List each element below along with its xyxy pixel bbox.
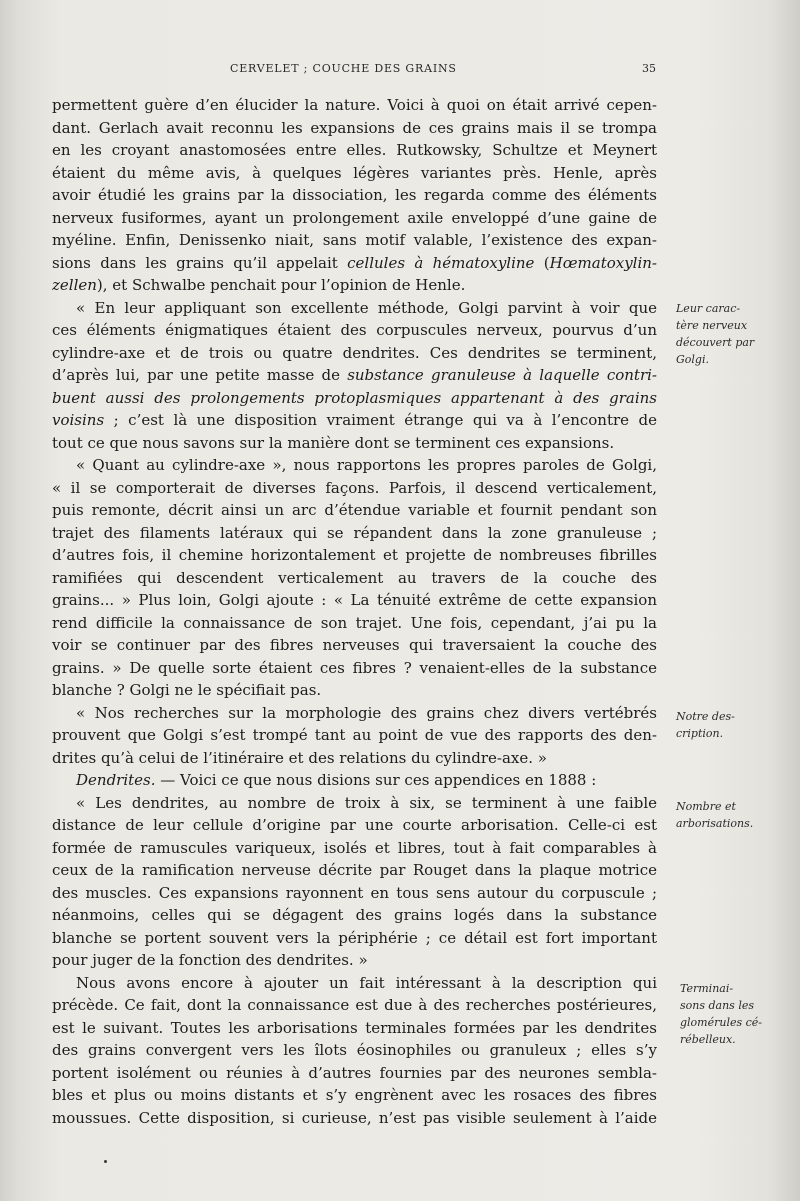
text-line [52, 589, 657, 612]
print-speck [104, 1160, 107, 1163]
text-line [52, 297, 657, 320]
margin-note-line: arborisations. [676, 817, 754, 830]
text-run: « il se comporterait de diverses façons. Parfois, il descend verticalement, [52, 478, 657, 497]
text-line [52, 94, 657, 117]
text-line [52, 319, 657, 342]
text-run: ceux de la ramification nerveuse décrite par Rouget dans la plaque motrice [52, 861, 657, 879]
text-run: précède. Ce fait, dont la connaissance est due à des recherches postérieures, [52, 996, 657, 1014]
text-line [52, 859, 657, 882]
text-line [52, 612, 657, 635]
italic-text: substance granuleuse à laquelle contri- [347, 366, 657, 384]
text-line [52, 769, 657, 792]
text-run: blanche se portent souvent vers la périphérie ; ce détail est fort important [52, 928, 657, 947]
margin-note-line: découvert par [676, 336, 755, 349]
text-run: blanche ? Golgi ne le spécifiait pas. [52, 681, 322, 699]
margin-note [676, 708, 786, 742]
text-line [52, 634, 657, 657]
text-line [52, 882, 657, 905]
text-run: cylindre-axe et de trois ou quatre dendrites. Ces dendrites se terminent, [52, 343, 657, 362]
text-line [52, 567, 657, 590]
text-run: en les croyant anastomosées entre elles. Rutkowsky, Schultze et Meynert [52, 141, 657, 159]
text-run: est le suivant. Toutes les arborisations terminales formées par les dendrites [52, 1018, 657, 1037]
text-run: dant. Gerlach avait reconnu les expansions de ces grains mais il se trompa [52, 118, 657, 137]
text-run: d’après lui, par une petite masse de [52, 366, 348, 384]
italic-text: zellen [52, 276, 97, 294]
text-run: néanmoins, celles qui se dégagent des grains logés dans la substance [52, 906, 657, 924]
text-line [52, 747, 657, 770]
text-line [52, 657, 657, 680]
text-line [52, 1107, 657, 1130]
text-run: voir se continuer par des fibres nerveuses qui traversaient la couche des [52, 636, 657, 654]
margin-note [680, 980, 790, 1048]
text-run: des grains convergent vers les îlots éosinophiles ou granuleux ; elles s’y [52, 1041, 657, 1059]
margin-note-line: tère nerveux [676, 319, 748, 332]
text-run: portent isolément ou réunies à d’autres fournies par des neurones sembla- [52, 1063, 657, 1082]
text-line [52, 927, 657, 950]
text-line [52, 792, 657, 815]
text-run: moussues. Cette disposition, si curieuse, n’est pas visible seulement à l’aide [52, 1108, 657, 1127]
text-line [52, 477, 657, 500]
text-run: « Nos recherches sur la morphologie des grains chez divers vertébrés [76, 703, 657, 722]
text-line [52, 972, 657, 995]
italic-text: Dendrites. [76, 771, 156, 789]
margin-note-line: rébelleux. [680, 1033, 736, 1046]
body-text [52, 94, 657, 1129]
text-line [52, 522, 657, 545]
italic-text: voisins [52, 411, 105, 429]
text-line [52, 274, 657, 297]
text-run: grains... » Plus loin, Golgi ajoute : « La ténuité extrême de cette expansion [52, 591, 657, 609]
text-line [52, 1039, 657, 1062]
text-line [52, 252, 657, 275]
text-line [52, 679, 657, 702]
page-header [0, 62, 800, 78]
text-line [52, 499, 657, 522]
text-line [52, 544, 657, 567]
italic-text: Hœmatoxylin- [549, 253, 658, 272]
margin-note-line: Nombre et [676, 800, 736, 813]
text-run: ramifiées qui descendent verticalement au travers de la couche des [52, 568, 657, 587]
text-run: rend difficile la connaissance de son trajet. Une fois, cependant, j’ai pu la [52, 613, 657, 632]
text-run: « Quant au cylindre-axe », nous rapportons les propres paroles de Golgi, [76, 456, 657, 474]
text-run: permettent guère d’en élucider la nature. Voici à quoi on était arrivé cepen- [52, 96, 657, 114]
text-line [52, 139, 657, 162]
text-line [52, 207, 657, 230]
page-number: 35 [642, 62, 656, 75]
text-line [52, 117, 657, 140]
text-run: distance de leur cellule d’origine par une courte arborisation. Celle-ci est [52, 816, 657, 834]
text-run: grains. » De quelle sorte étaient ces fibres ? venaient-elles de la substance [52, 658, 657, 677]
text-run: d’autres fois, il chemine horizontalement et projette de nombreuses fibrilles [52, 546, 657, 564]
margin-note-line: Leur carac- [676, 302, 741, 315]
text-line [52, 994, 657, 1017]
text-run: trajet des filaments latéraux qui se répandent dans la zone granuleuse ; [52, 523, 657, 542]
text-run: Nous avons encore à ajouter un fait intéressant à la description qui [76, 973, 657, 992]
text-run: drites qu’à celui de l’itinéraire et des relations du cylindre-axe. » [52, 748, 547, 767]
margin-note-line: sons dans les [680, 999, 754, 1012]
margin-note-line: glomérules cé- [680, 1016, 763, 1029]
text-line [52, 229, 657, 252]
margin-note-line: cription. [676, 727, 724, 740]
margin-note-line: Terminai- [680, 982, 734, 995]
text-run: bles et plus ou moins distants et s’y engrènent avec les rosaces des fibres [52, 1086, 657, 1104]
text-line [52, 409, 657, 432]
text-run: ( [534, 253, 550, 272]
margin-note [676, 300, 786, 368]
margin-note [676, 798, 786, 832]
margin-note-line: Notre des- [676, 710, 735, 723]
text-run: ; c’est là une disposition vraiment étrange qui va à l’encontre de [104, 411, 657, 429]
running-title: CERVELET ; COUCHE DES GRAINS [230, 62, 457, 75]
text-line [52, 814, 657, 837]
text-line [52, 184, 657, 207]
text-run: sions dans les grains qu’il appelait [52, 253, 348, 272]
text-run: étaient du même avis, à quelques légères variantes près. Henle, après [52, 163, 657, 182]
text-run: — Voici ce que nous disions sur ces appendices en 1888 : [155, 771, 597, 789]
text-line [52, 364, 657, 387]
text-line [52, 1062, 657, 1085]
text-line [52, 724, 657, 747]
text-run: « Les dendrites, au nombre de troix à six, se terminent à une faible [76, 793, 657, 812]
text-line [52, 1084, 657, 1107]
margin-note-line: Golgi. [676, 353, 709, 366]
text-run: ces éléments énigmatiques étaient des corpuscules nerveux, pourvus d’un [52, 321, 657, 339]
italic-text: cellules à hématoxyline [347, 253, 535, 272]
text-run: avoir étudié les grains par la dissociation, les regarda comme des éléments [52, 186, 657, 204]
text-run: tout ce que nous savons sur la manière dont se terminent ces expansions. [52, 433, 615, 452]
text-run: prouvent que Golgi s’est trompé tant au point de vue des rapports des den- [52, 726, 657, 744]
text-line [52, 1017, 657, 1040]
text-run: nerveux fusiformes, ayant un prolongement axile enveloppé d’une gaine de [52, 208, 657, 227]
text-line [52, 702, 657, 725]
text-line [52, 432, 657, 455]
text-line [52, 342, 657, 365]
text-line [52, 904, 657, 927]
text-run: « En leur appliquant son excellente méthode, Golgi parvint à voir que [76, 298, 657, 317]
text-line [52, 454, 657, 477]
text-run: myéline. Enfin, Denissenko niait, sans motif valable, l’existence des expan- [52, 231, 657, 249]
text-run: formée de ramuscules variqueux, isolés et libres, tout à fait comparables à [52, 838, 657, 857]
text-run: puis remonte, décrit ainsi un arc d’étendue variable et fournit pendant son [52, 501, 657, 519]
text-line [52, 949, 657, 972]
italic-text: buent aussi des prolongements protoplasmiques appartenant à des grains [52, 388, 657, 407]
text-line [52, 162, 657, 185]
text-run: pour juger de la fonction des dendrites. » [52, 951, 368, 969]
text-run: ), et Schwalbe penchait pour l’opinion de Henle. [96, 276, 466, 294]
text-line [52, 837, 657, 860]
text-line [52, 387, 657, 410]
text-run: des muscles. Ces expansions rayonnent en tous sens autour du corpuscule ; [52, 883, 657, 902]
